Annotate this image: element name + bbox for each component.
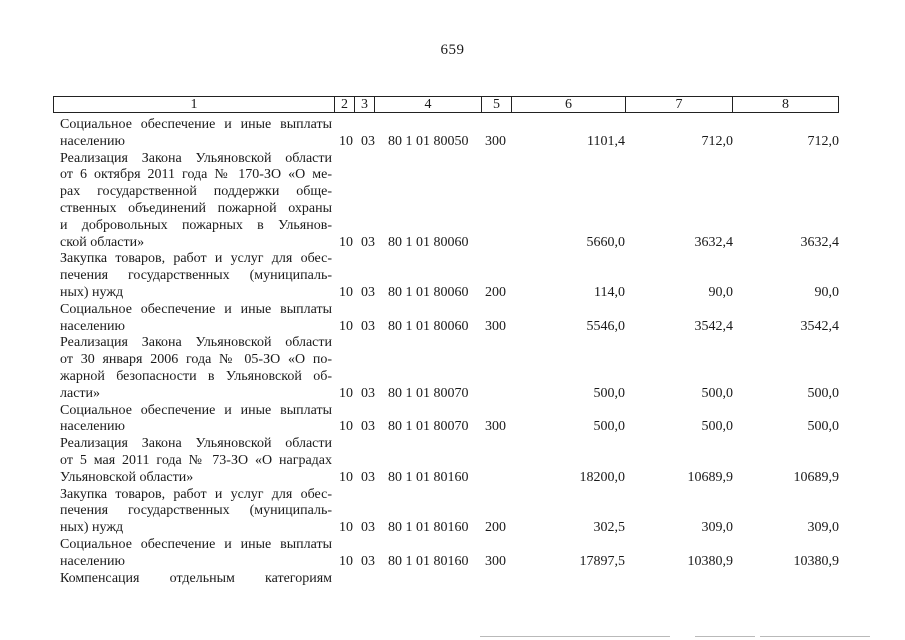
- cell-c8: 500,0: [807, 419, 839, 435]
- cell-c2: 10: [339, 318, 353, 334]
- cell-c2: 10: [339, 419, 353, 435]
- cell-c2: 10: [339, 133, 353, 149]
- header-col-5: 5: [482, 97, 512, 112]
- row-description: [60, 436, 332, 486]
- cell-c6: 5546,0: [586, 318, 625, 334]
- table-row: [0, 302, 905, 336]
- scan-artifact: [760, 636, 870, 637]
- page-number: 659: [440, 42, 465, 58]
- cell-c4: 80 1 01 80160: [388, 520, 469, 536]
- cell-c4: 80 1 01 80050: [388, 133, 469, 149]
- description-line: Закупка товаров, работ и услуг для обес-: [60, 251, 332, 267]
- description-line: Социальное обеспечение и иные выплаты: [60, 536, 332, 552]
- row-description: [60, 571, 332, 588]
- cell-c3: 03: [361, 553, 375, 569]
- cell-c7: 10380,9: [687, 553, 733, 569]
- cell-c6: 302,5: [593, 520, 625, 536]
- cell-c2: 10: [339, 284, 353, 300]
- cell-c5: 200: [485, 284, 506, 300]
- cell-c5: 300: [485, 318, 506, 334]
- cell-c5: 300: [485, 133, 506, 149]
- cell-c3: 03: [361, 469, 375, 485]
- row-description: [60, 537, 332, 571]
- description-line: от 30 января 2006 года № 05-ЗО «О по-: [60, 352, 332, 368]
- header-col-7: 7: [626, 97, 733, 112]
- table-row: [0, 151, 905, 252]
- cell-c7: 90,0: [708, 284, 733, 300]
- description-line: жарной безопасности в Ульяновской об-: [60, 368, 332, 384]
- cell-c6: 114,0: [594, 284, 625, 300]
- row-description: [60, 335, 332, 402]
- cell-c2: 10: [339, 385, 353, 401]
- cell-c7: 3542,4: [694, 318, 733, 334]
- description-line: Закупка товаров, работ и услуг для обес-: [60, 486, 332, 502]
- description-line: Социальное обеспечение и иные выплаты: [60, 117, 332, 132]
- cell-c7: 10689,9: [687, 469, 733, 485]
- description-line: Реализация Закона Ульяновской области: [60, 335, 332, 351]
- cell-c3: 03: [361, 385, 375, 401]
- row-description: [60, 302, 332, 336]
- cell-c6: 500,0: [593, 385, 625, 401]
- row-description: [60, 251, 332, 301]
- cell-c4: 80 1 01 80070: [388, 419, 469, 435]
- description-line: ственных объединений пожарной охраны: [60, 200, 332, 216]
- table-row: [0, 537, 905, 571]
- description-line: Социальное обеспечение и иные выплаты: [60, 402, 332, 418]
- header-col-4: 4: [375, 97, 482, 112]
- table-row: [0, 571, 905, 588]
- description-line: населению: [60, 318, 125, 334]
- cell-c8: 90,0: [814, 284, 839, 300]
- cell-c7: 309,0: [701, 520, 733, 536]
- description-line: ской области»: [60, 234, 145, 250]
- cell-c5: 200: [485, 520, 506, 536]
- table-row: [0, 487, 905, 537]
- cell-c7: 712,0: [701, 133, 733, 149]
- cell-c4: 80 1 01 80060: [388, 318, 469, 334]
- description-line: от 6 октября 2011 года № 170-ЗО «О ме-: [60, 167, 332, 183]
- header-col-8: 8: [782, 97, 789, 112]
- description-line: Компенсация отдельным категориям: [60, 570, 332, 586]
- cell-c7: 500,0: [701, 419, 733, 435]
- row-description: [60, 403, 332, 437]
- cell-c2: 10: [339, 520, 353, 536]
- header-col-1: 1: [54, 97, 335, 112]
- cell-c8: 3542,4: [800, 318, 839, 334]
- cell-c8: 309,0: [807, 520, 839, 536]
- cell-c8: 3632,4: [800, 234, 839, 250]
- description-line: ласти»: [60, 385, 101, 401]
- cell-c7: 500,0: [701, 385, 733, 401]
- cell-c6: 1101,4: [587, 133, 625, 149]
- description-line: населению: [60, 133, 125, 149]
- cell-c4: 80 1 01 80160: [388, 553, 469, 569]
- cell-c6: 500,0: [593, 419, 625, 435]
- table-row: [0, 251, 905, 301]
- cell-c2: 10: [339, 553, 353, 569]
- cell-c3: 03: [361, 520, 375, 536]
- table-row: [0, 403, 905, 437]
- description-line: печения государственных (муниципаль-: [60, 503, 332, 519]
- table-body: [0, 117, 905, 587]
- cell-c6: 17897,5: [579, 553, 625, 569]
- description-line: и добровольных пожарных в Ульянов-: [60, 217, 332, 233]
- cell-c6: 5660,0: [586, 234, 625, 250]
- cell-c4: 80 1 01 80070: [388, 385, 469, 401]
- scan-artifact: [480, 636, 670, 637]
- cell-c5: 300: [485, 553, 506, 569]
- cell-c4: 80 1 01 80060: [388, 234, 469, 250]
- header-col-2: 2: [335, 97, 355, 112]
- cell-c4: 80 1 01 80060: [388, 284, 469, 300]
- header-col-6: 6: [512, 97, 626, 112]
- description-line: Ульяновской области»: [60, 469, 194, 485]
- description-line: Реализация Закона Ульяновской области: [60, 150, 332, 166]
- description-line: Социальное обеспечение и иные выплаты: [60, 301, 332, 317]
- row-description: [60, 151, 332, 252]
- description-line: печения государственных (муниципаль-: [60, 268, 332, 284]
- table-row: [0, 335, 905, 402]
- cell-c3: 03: [361, 419, 375, 435]
- cell-c5: 300: [485, 419, 506, 435]
- cell-c3: 03: [361, 133, 375, 149]
- description-line: от 5 мая 2011 года № 73-ЗО «О наградах: [60, 452, 332, 468]
- cell-c2: 10: [339, 469, 353, 485]
- header-col-3: 3: [355, 97, 375, 112]
- description-line: ных) нужд: [60, 520, 124, 536]
- cell-c6: 18200,0: [579, 469, 625, 485]
- cell-c8: 712,0: [807, 133, 839, 149]
- cell-c8: 10380,9: [793, 553, 839, 569]
- cell-c3: 03: [361, 318, 375, 334]
- cell-c3: 03: [361, 284, 375, 300]
- cell-c7: 3632,4: [694, 234, 733, 250]
- cell-c4: 80 1 01 80160: [388, 469, 469, 485]
- table-row: [0, 117, 905, 151]
- row-description: [60, 487, 332, 537]
- description-line: населению: [60, 419, 125, 435]
- table-header-row: [53, 96, 839, 113]
- cell-c2: 10: [339, 234, 353, 250]
- row-description: [60, 117, 332, 151]
- description-line: населению: [60, 553, 125, 569]
- scan-artifact: [695, 636, 755, 637]
- cell-c8: 500,0: [807, 385, 839, 401]
- description-line: ных) нужд: [60, 284, 124, 300]
- cell-c3: 03: [361, 234, 375, 250]
- table-row: [0, 436, 905, 486]
- description-line: Реализация Закона Ульяновской области: [60, 436, 332, 452]
- cell-c8: 10689,9: [793, 469, 839, 485]
- description-line: рах государственной поддержки обще-: [60, 184, 332, 200]
